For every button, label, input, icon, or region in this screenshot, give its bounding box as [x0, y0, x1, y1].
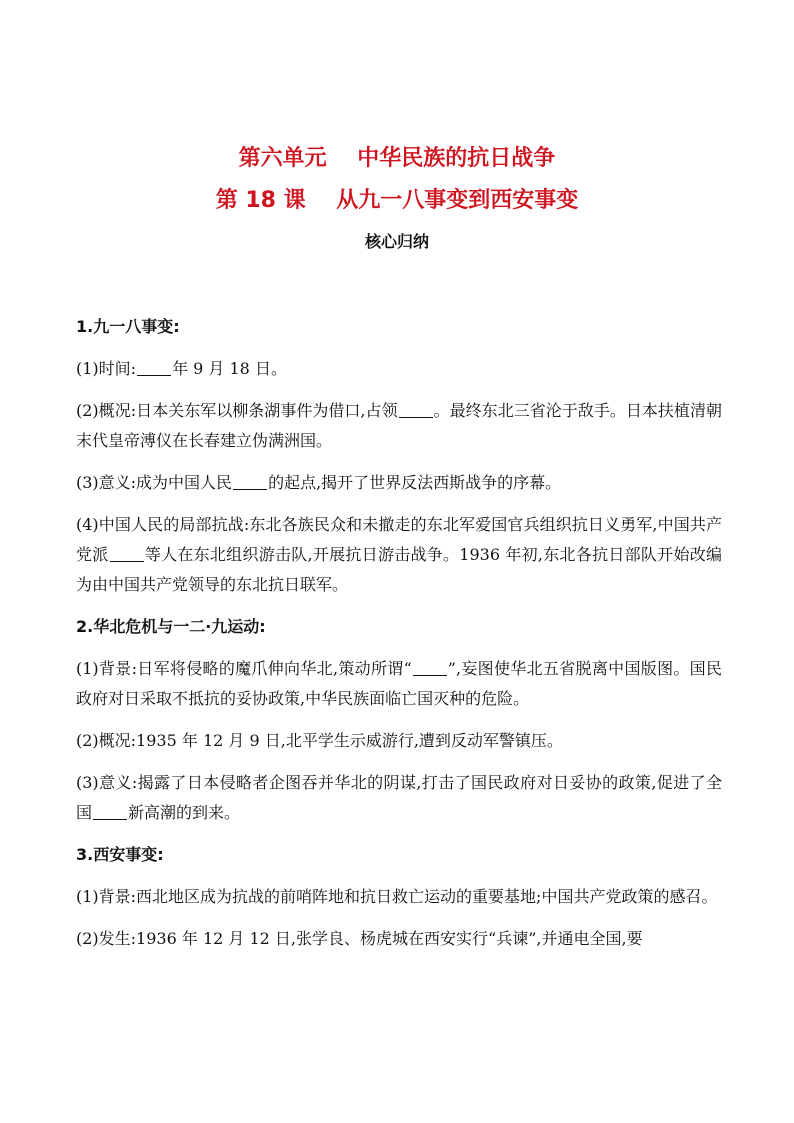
paragraph-2-3: (3)意义:揭露了日本侵略者企图吞并华北的阴谋,打击了国民政府对日妥协的政策,促进了全国 新高潮的到来。 — [76, 773, 722, 822]
paragraph-1-3: (3)意义:成为中国人民 的起点,揭开了世界反法西斯战争的序幕。 — [76, 473, 562, 492]
fill-blank[interactable] — [137, 359, 171, 376]
content-body — [76, 312, 722, 966]
paragraph-1-1: (1)时间: 年 9 月 18 日。 — [76, 359, 287, 378]
unit-title: 第六单元 中华民族的抗日战争 — [238, 146, 556, 171]
paragraph-1-4: (4)中国人民的局部抗战:东北各族民众和未撤走的东北军爱国官兵组织抗日义勇军,中国共产党派 等人在东北组织游击队,开展抗日游击战争。1936 年初,东北各抗日部队开始改编为由中国共产党领导的东北抗日联军。 — [76, 515, 722, 594]
paragraph-2-1: (1)背景:日军将侵略的魔爪伸向华北,策动所谓“ ”,妄图使华北五省脱离中国版图。国民政府对日采取不抵抗的妥协政策,中华民族面临亡国灭种的危险。 — [76, 659, 722, 708]
paragraph-1-2: (2)概况:日本关东军以柳条湖事件为借口,占领 。最终东北三省沦于敌手。日本扶植清朝末代皇帝溥仪在长春建立伪满洲国。 — [76, 401, 722, 450]
fill-blank[interactable] — [110, 545, 144, 562]
section-subtitle: 核心归纳 — [364, 232, 429, 251]
paragraph-3-1: (1)背景:西北地区成为抗战的前哨阵地和抗日救亡运动的重要基地;中国共产党政策的感召。 — [76, 887, 718, 906]
fill-blank[interactable] — [399, 401, 433, 418]
paragraph-3-2: (2)发生:1936 年 12 月 12 日,张学良、杨虎城在西安实行“兵谏”,并通电全国,要 — [76, 929, 643, 948]
paragraph-2-2: (2)概况:1935 年 12 月 9 日,北平学生示威游行,遭到反动军警镇压。 — [76, 731, 563, 750]
section-heading-2: 2.华北危机与一二·九运动: — [76, 617, 266, 636]
section-heading-1: 1.九一八事变: — [76, 317, 180, 336]
lesson-title: 第 18 课 从九一八事变到西安事变 — [215, 188, 579, 213]
fill-blank[interactable] — [233, 473, 267, 490]
fill-blank[interactable] — [93, 803, 127, 820]
section-heading-3: 3.西安事变: — [76, 845, 164, 864]
fill-blank[interactable] — [413, 659, 447, 676]
